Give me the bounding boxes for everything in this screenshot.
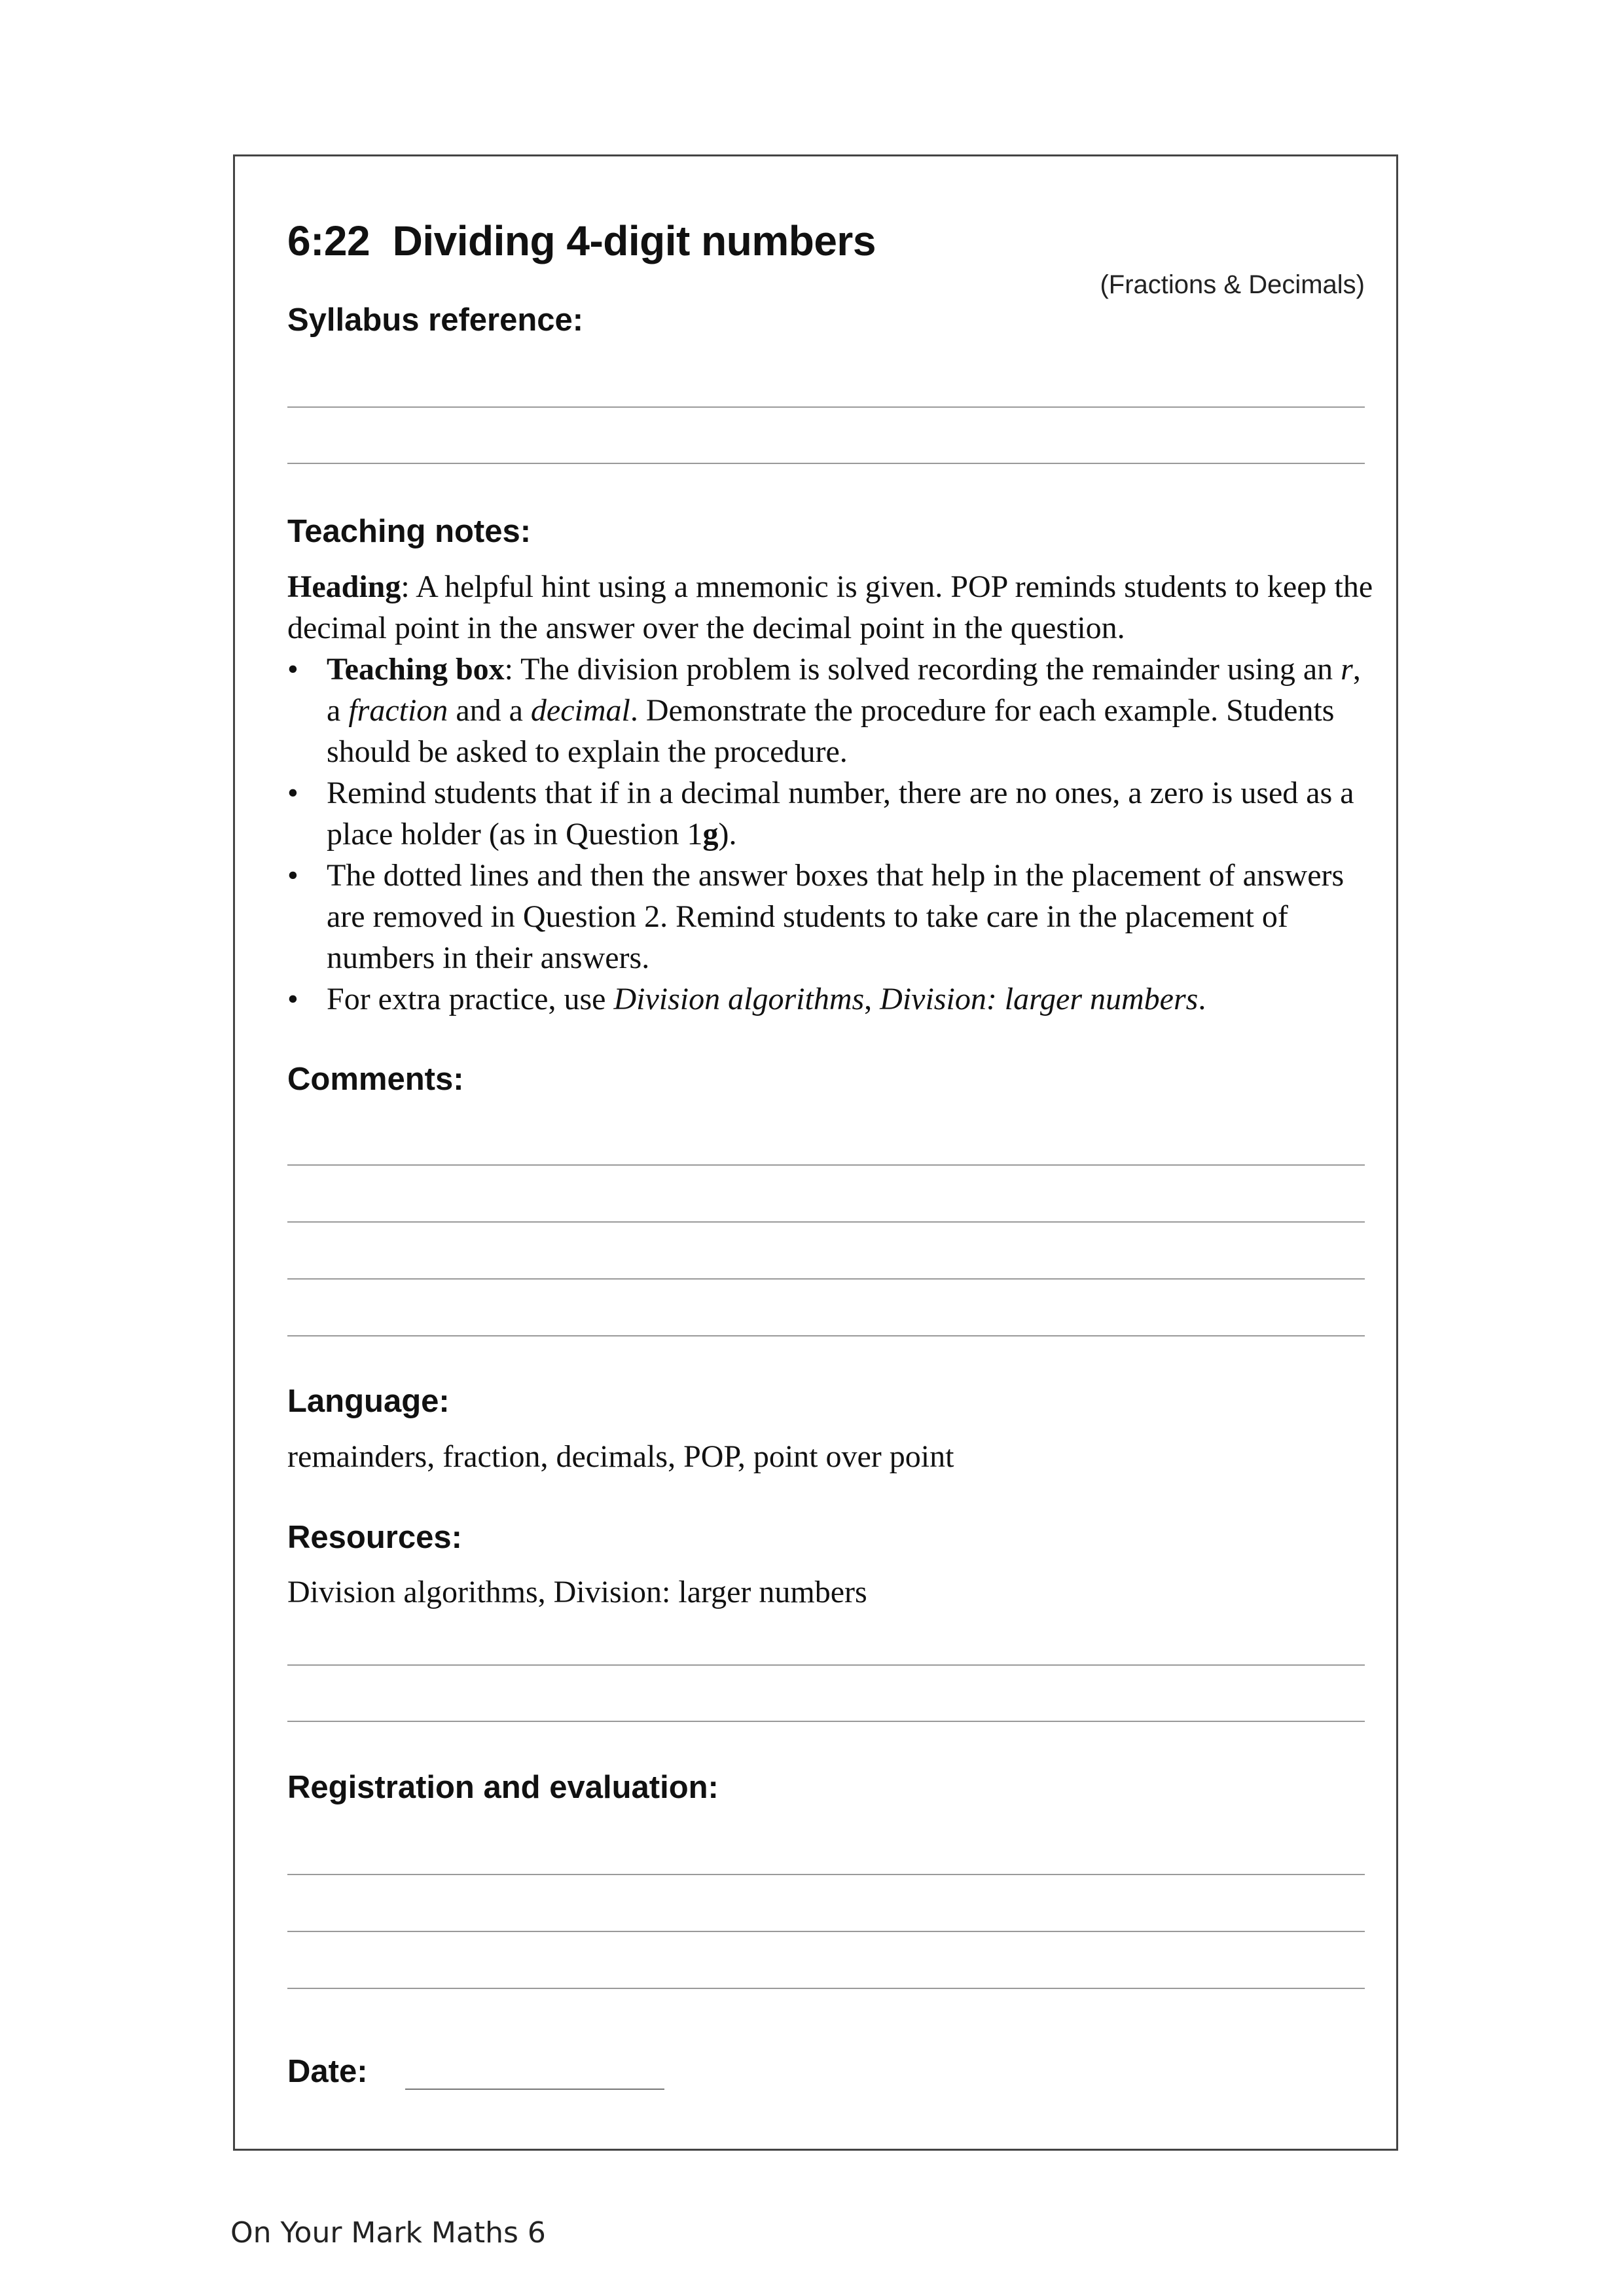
comments-line-1 — [287, 1164, 1365, 1166]
page-title: 6:22 Dividing 4-digit numbers — [287, 217, 876, 264]
resources-heading: Resources: — [287, 1520, 462, 1555]
bullet-glyph: • — [287, 858, 298, 893]
bullet-glyph: • — [287, 982, 298, 1016]
syllabus-heading: Syllabus reference: — [287, 302, 584, 338]
notes-bullet-dotted-lines — [287, 855, 1374, 978]
teaching-box-decimal: decimal — [530, 693, 630, 728]
teaching-box-r: r — [1341, 652, 1353, 687]
teaching-box-fraction: fraction — [348, 693, 448, 728]
extra-practice-italic-2: Division: larger numbers — [880, 982, 1199, 1016]
extra-practice-text-3: . — [1198, 982, 1206, 1016]
syllabus-line-1 — [287, 406, 1365, 408]
page-footer: On Your Mark Maths 6 — [230, 2216, 546, 2250]
place-holder-text-1: Remind students that if in a decimal number, there are no ones, a zero is used as a place holder (as in Question 1 — [327, 776, 1354, 852]
registration-line-1 — [287, 1874, 1365, 1875]
notes-heading-paragraph — [287, 566, 1374, 649]
notes-bullet-extra-practice — [287, 978, 1374, 1020]
bullet-glyph: • — [287, 652, 298, 687]
resources-line-2 — [287, 1721, 1365, 1722]
resources-text: Division algorithms, Division: larger numbers — [287, 1575, 867, 1609]
registration-line-2 — [287, 1931, 1365, 1932]
teaching-box-text-2: , a — [327, 652, 1361, 728]
comments-line-3 — [287, 1278, 1365, 1280]
teaching-box-text-4: . Demonstrate the procedure for each example. Students should be asked to explain the procedure. — [327, 693, 1335, 769]
notes-heading-label: Heading — [287, 569, 401, 604]
strand-label: (Fractions & Decimals) — [1100, 270, 1365, 299]
teaching-notes-heading: Teaching notes: — [287, 514, 532, 549]
syllabus-line-2 — [287, 463, 1365, 464]
date-heading: Date: — [287, 2054, 368, 2089]
comments-line-4 — [287, 1335, 1365, 1336]
registration-heading: Registration and evaluation: — [287, 1770, 719, 1805]
language-text: remainders, fraction, decimals, POP, point over point — [287, 1439, 954, 1474]
date-field-line — [405, 2089, 664, 2090]
resources-line-1 — [287, 1664, 1365, 1666]
notes-bullet-place-holder — [287, 772, 1374, 855]
comments-heading: Comments: — [287, 1062, 464, 1097]
dotted-lines-text: The dotted lines and then the answer boxes that help in the placement of answers are removed in Question 2. Remind students to take care in the placement of numbers in their answers. — [327, 858, 1344, 975]
notes-heading-text: : A helpful hint using a mnemonic is given. POP reminds students to keep the decimal point in the answer over the decimal point in the question. — [287, 569, 1373, 645]
teaching-box-label: Teaching box — [327, 652, 505, 687]
worksheet-frame — [233, 154, 1398, 2151]
bullet-glyph: • — [287, 776, 298, 810]
notes-bullet-teaching-box — [287, 649, 1374, 772]
teaching-box-text-1: : The division problem is solved recording the remainder using an — [504, 652, 1341, 687]
notes-bullet-list — [287, 649, 1374, 1020]
place-holder-text-2: ). — [718, 817, 737, 852]
registration-line-3 — [287, 1988, 1365, 1989]
teaching-box-text-3: and a — [448, 693, 531, 728]
language-heading: Language: — [287, 1384, 450, 1419]
place-holder-g: g — [702, 817, 719, 852]
extra-practice-text-1: For extra practice, use — [327, 982, 614, 1016]
extra-practice-text-2: , — [864, 982, 880, 1016]
teaching-notes-body — [287, 566, 1374, 1020]
extra-practice-italic-1: Division algorithms — [613, 982, 865, 1016]
comments-line-2 — [287, 1221, 1365, 1223]
